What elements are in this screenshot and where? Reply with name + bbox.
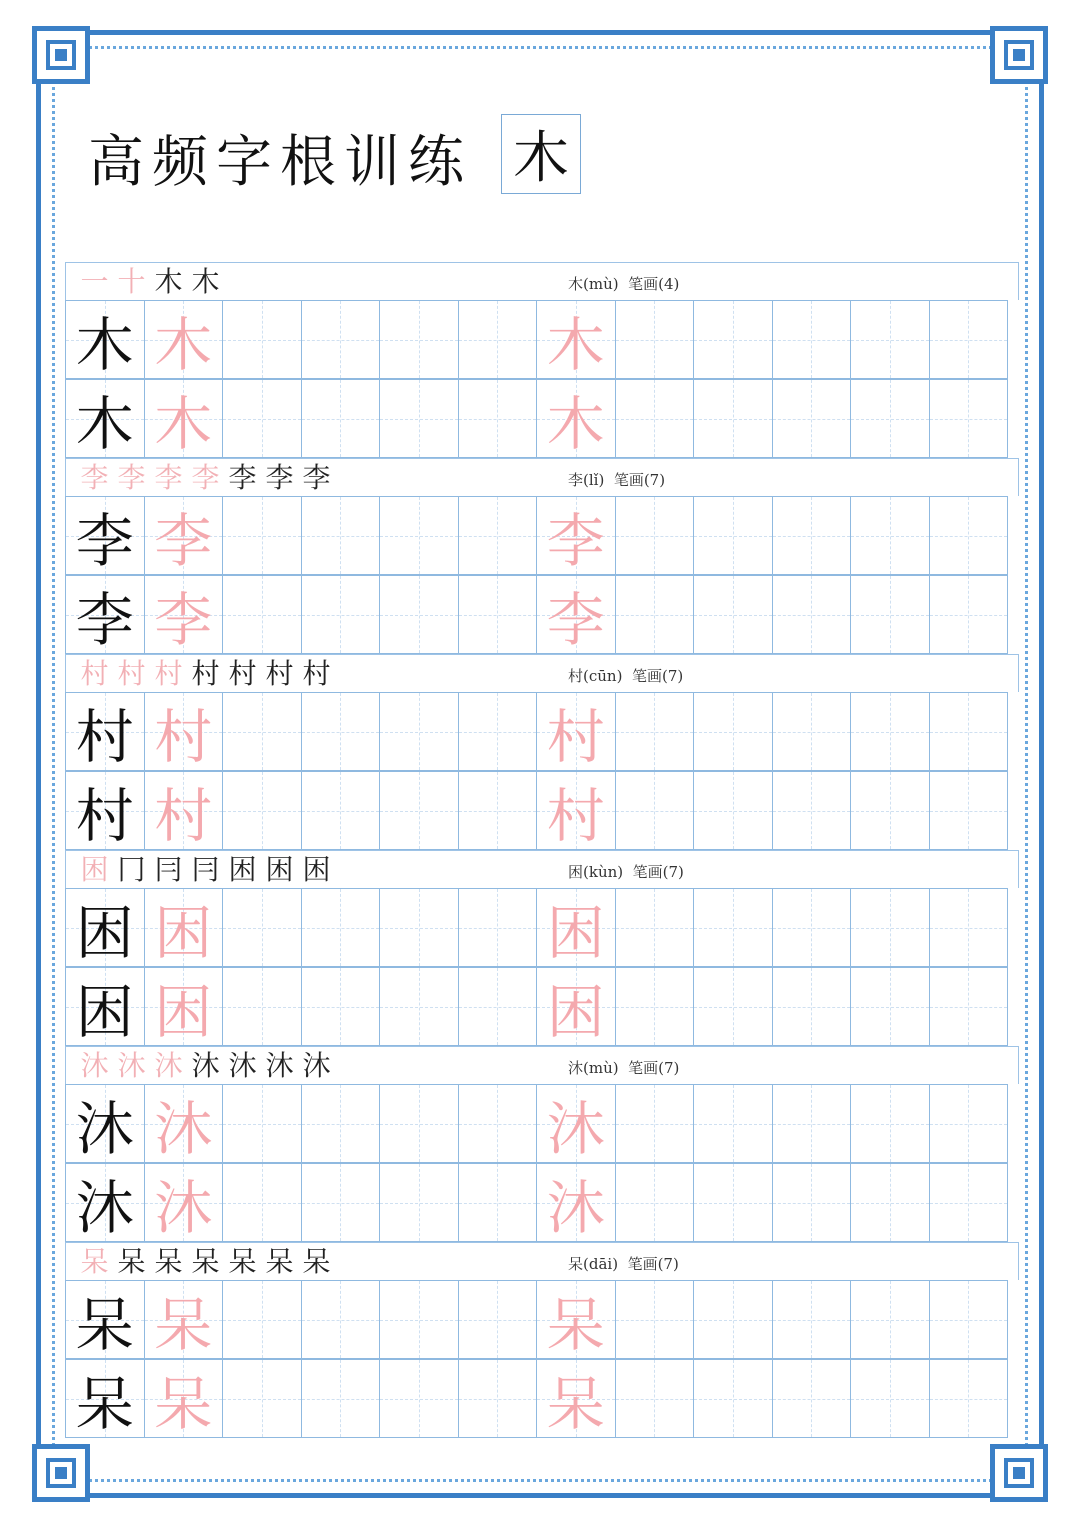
tianzige-cell[interactable] bbox=[222, 300, 302, 379]
writing-row bbox=[65, 692, 1019, 771]
tianzige-cell[interactable] bbox=[301, 1084, 381, 1163]
tianzige-cell[interactable] bbox=[850, 1280, 930, 1359]
stroke-sequence bbox=[78, 655, 333, 693]
corner-ornament bbox=[990, 26, 1048, 84]
model-character: 沐 bbox=[75, 1094, 134, 1163]
stroke-step: 村 bbox=[117, 657, 146, 690]
tianzige-cell[interactable] bbox=[65, 575, 145, 654]
tianzige-cell[interactable] bbox=[65, 300, 145, 379]
tianzige-cell[interactable] bbox=[458, 300, 538, 379]
stroke-step: 木 bbox=[154, 265, 183, 298]
tianzige-cell[interactable] bbox=[929, 1359, 1009, 1438]
tianzige-cell[interactable] bbox=[379, 1280, 459, 1359]
tianzige-cell[interactable] bbox=[536, 575, 616, 654]
stroke-step: 村 bbox=[154, 657, 183, 690]
tianzige-cell[interactable] bbox=[458, 496, 538, 575]
tianzige-cell[interactable] bbox=[536, 888, 616, 967]
model-character: 村 bbox=[75, 781, 134, 850]
model-character: 木 bbox=[75, 310, 134, 379]
stroke-step: 困 bbox=[80, 853, 109, 886]
stroke-step: 李 bbox=[191, 461, 220, 494]
tianzige-cell[interactable] bbox=[615, 300, 695, 379]
stroke-step: 沐 bbox=[80, 1049, 109, 1082]
trace-character: 木 bbox=[154, 310, 213, 379]
tianzige-cell[interactable] bbox=[929, 1280, 1009, 1359]
trace-character: 呆 bbox=[546, 1290, 605, 1359]
stroke-sequence bbox=[78, 263, 222, 301]
trace-character: 沐 bbox=[154, 1173, 213, 1242]
tianzige-cell[interactable] bbox=[693, 967, 773, 1046]
corner-ornament bbox=[32, 1444, 90, 1502]
tianzige-cell[interactable] bbox=[222, 575, 302, 654]
tianzige-cell[interactable] bbox=[929, 496, 1009, 575]
trace-character: 村 bbox=[154, 702, 213, 771]
stroke-step: 沐 bbox=[117, 1049, 146, 1082]
tianzige-cell[interactable] bbox=[144, 379, 224, 458]
tianzige-cell[interactable] bbox=[615, 1359, 695, 1438]
tianzige-cell[interactable] bbox=[65, 379, 145, 458]
tianzige-cell[interactable] bbox=[301, 300, 381, 379]
tianzige-cell[interactable] bbox=[144, 300, 224, 379]
tianzige-cell[interactable] bbox=[772, 1359, 852, 1438]
tianzige-cell[interactable] bbox=[222, 1163, 302, 1242]
writing-row bbox=[65, 1163, 1019, 1242]
stroke-step: 沐 bbox=[191, 1049, 220, 1082]
trace-character: 村 bbox=[546, 702, 605, 771]
pinyin-stroke-count: 沐(mù) 笔画(7) bbox=[568, 1059, 680, 1077]
tianzige-cell[interactable] bbox=[458, 379, 538, 458]
writing-row bbox=[65, 771, 1019, 850]
writing-row bbox=[65, 1084, 1019, 1163]
tianzige-cell[interactable] bbox=[772, 496, 852, 575]
tianzige-cell[interactable] bbox=[772, 692, 852, 771]
stroke-step: 村 bbox=[265, 657, 294, 690]
trace-character: 呆 bbox=[154, 1290, 213, 1359]
stroke-order-row bbox=[65, 654, 1019, 692]
stroke-step: 李 bbox=[302, 461, 331, 494]
tianzige-cell[interactable] bbox=[222, 1280, 302, 1359]
tianzige-cell[interactable] bbox=[615, 1084, 695, 1163]
tianzige-cell[interactable] bbox=[379, 1163, 459, 1242]
tianzige-cell[interactable] bbox=[772, 1084, 852, 1163]
tianzige-cell[interactable] bbox=[65, 771, 145, 850]
tianzige-cell[interactable] bbox=[693, 1280, 773, 1359]
tianzige-cell[interactable] bbox=[693, 1084, 773, 1163]
tianzige-cell[interactable] bbox=[144, 1280, 224, 1359]
tianzige-cell[interactable] bbox=[222, 496, 302, 575]
tianzige-cell[interactable] bbox=[772, 771, 852, 850]
character-block bbox=[65, 458, 1019, 654]
tianzige-cell[interactable] bbox=[144, 575, 224, 654]
writing-row bbox=[65, 967, 1019, 1046]
trace-character: 沐 bbox=[546, 1094, 605, 1163]
tianzige-cell[interactable] bbox=[144, 888, 224, 967]
tianzige-cell[interactable] bbox=[144, 692, 224, 771]
tianzige-cell[interactable] bbox=[536, 300, 616, 379]
tianzige-cell[interactable] bbox=[65, 1163, 145, 1242]
stroke-step: 村 bbox=[80, 657, 109, 690]
model-character: 呆 bbox=[75, 1290, 134, 1359]
stroke-step: 李 bbox=[117, 461, 146, 494]
stroke-step: 沐 bbox=[154, 1049, 183, 1082]
tianzige-cell[interactable] bbox=[379, 888, 459, 967]
tianzige-cell[interactable] bbox=[301, 575, 381, 654]
model-character: 沐 bbox=[75, 1173, 134, 1242]
stroke-sequence bbox=[78, 1047, 333, 1085]
tianzige-cell[interactable] bbox=[458, 692, 538, 771]
tianzige-cell[interactable] bbox=[222, 1359, 302, 1438]
trace-character: 村 bbox=[546, 781, 605, 850]
model-character: 困 bbox=[75, 977, 134, 1046]
tianzige-cell[interactable] bbox=[458, 888, 538, 967]
tianzige-cell[interactable] bbox=[850, 379, 930, 458]
model-character: 困 bbox=[75, 898, 134, 967]
tianzige-cell[interactable] bbox=[144, 496, 224, 575]
model-character: 村 bbox=[75, 702, 134, 771]
tianzige-cell[interactable] bbox=[929, 692, 1009, 771]
stroke-step: 呆 bbox=[302, 1245, 331, 1278]
stroke-sequence bbox=[78, 851, 333, 889]
tianzige-cell[interactable] bbox=[929, 967, 1009, 1046]
character-block bbox=[65, 1242, 1019, 1438]
trace-character: 木 bbox=[154, 389, 213, 458]
trace-character: 困 bbox=[546, 977, 605, 1046]
tianzige-cell[interactable] bbox=[850, 1359, 930, 1438]
tianzige-cell[interactable] bbox=[929, 888, 1009, 967]
tianzige-cell[interactable] bbox=[536, 379, 616, 458]
stroke-sequence bbox=[78, 1243, 333, 1281]
stroke-step: 冂 bbox=[117, 853, 146, 886]
pinyin-stroke-count: 木(mù) 笔画(4) bbox=[568, 275, 680, 293]
tianzige-cell[interactable] bbox=[615, 771, 695, 850]
practice-sheet bbox=[65, 262, 1019, 1438]
tianzige-cell[interactable] bbox=[222, 967, 302, 1046]
tianzige-cell[interactable] bbox=[301, 692, 381, 771]
character-block bbox=[65, 850, 1019, 1046]
stroke-step: 呆 bbox=[80, 1245, 109, 1278]
tianzige-cell[interactable] bbox=[772, 1163, 852, 1242]
stroke-step: 李 bbox=[265, 461, 294, 494]
tianzige-cell[interactable] bbox=[536, 1280, 616, 1359]
tianzige-cell[interactable] bbox=[222, 692, 302, 771]
trace-character: 村 bbox=[154, 781, 213, 850]
model-character: 呆 bbox=[75, 1369, 134, 1438]
tianzige-cell[interactable] bbox=[65, 692, 145, 771]
tianzige-cell[interactable] bbox=[301, 496, 381, 575]
stroke-step: 十 bbox=[117, 265, 146, 298]
tianzige-cell[interactable] bbox=[772, 575, 852, 654]
tianzige-cell[interactable] bbox=[536, 1359, 616, 1438]
tianzige-cell[interactable] bbox=[458, 1280, 538, 1359]
tianzige-cell[interactable] bbox=[144, 967, 224, 1046]
tianzige-cell[interactable] bbox=[379, 771, 459, 850]
tianzige-cell[interactable] bbox=[379, 496, 459, 575]
tianzige-cell[interactable] bbox=[850, 300, 930, 379]
tianzige-cell[interactable] bbox=[379, 967, 459, 1046]
tianzige-cell[interactable] bbox=[222, 771, 302, 850]
tianzige-cell[interactable] bbox=[301, 888, 381, 967]
trace-character: 困 bbox=[154, 898, 213, 967]
writing-row bbox=[65, 575, 1019, 654]
tianzige-cell[interactable] bbox=[301, 379, 381, 458]
stroke-step: 困 bbox=[265, 853, 294, 886]
stroke-step: 沐 bbox=[228, 1049, 257, 1082]
trace-character: 呆 bbox=[154, 1369, 213, 1438]
stroke-step: 冃 bbox=[154, 853, 183, 886]
stroke-order-row bbox=[65, 262, 1019, 300]
stroke-step: 呆 bbox=[154, 1245, 183, 1278]
tianzige-cell[interactable] bbox=[929, 771, 1009, 850]
writing-row bbox=[65, 1280, 1019, 1359]
trace-character: 木 bbox=[546, 310, 605, 379]
stroke-step: 沐 bbox=[265, 1049, 294, 1082]
tianzige-cell[interactable] bbox=[615, 1163, 695, 1242]
stroke-step: 困 bbox=[302, 853, 331, 886]
tianzige-cell[interactable] bbox=[772, 379, 852, 458]
stroke-step: 呆 bbox=[265, 1245, 294, 1278]
stroke-step: 村 bbox=[302, 657, 331, 690]
tianzige-cell[interactable] bbox=[693, 575, 773, 654]
pinyin-stroke-count: 困(kùn) 笔画(7) bbox=[568, 863, 684, 881]
tianzige-cell[interactable] bbox=[301, 1280, 381, 1359]
tianzige-cell[interactable] bbox=[222, 888, 302, 967]
tianzige-cell[interactable] bbox=[301, 1163, 381, 1242]
stroke-step: 村 bbox=[228, 657, 257, 690]
stroke-step: 李 bbox=[228, 461, 257, 494]
tianzige-cell[interactable] bbox=[379, 575, 459, 654]
tianzige-cell[interactable] bbox=[301, 967, 381, 1046]
tianzige-cell[interactable] bbox=[379, 300, 459, 379]
corner-ornament bbox=[32, 26, 90, 84]
character-block bbox=[65, 654, 1019, 850]
stroke-step: 沐 bbox=[302, 1049, 331, 1082]
pinyin-stroke-count: 呆(dāi) 笔画(7) bbox=[568, 1255, 679, 1273]
model-character: 李 bbox=[75, 506, 134, 575]
writing-row bbox=[65, 1359, 1019, 1438]
tianzige-cell[interactable] bbox=[65, 1359, 145, 1438]
tianzige-cell[interactable] bbox=[536, 967, 616, 1046]
tianzige-cell[interactable] bbox=[615, 967, 695, 1046]
tianzige-cell[interactable] bbox=[301, 1359, 381, 1438]
tianzige-cell[interactable] bbox=[772, 1280, 852, 1359]
stroke-step: 冃 bbox=[191, 853, 220, 886]
stroke-sequence bbox=[78, 459, 333, 497]
character-block bbox=[65, 1046, 1019, 1242]
tianzige-cell[interactable] bbox=[379, 1359, 459, 1438]
stroke-step: 呆 bbox=[117, 1245, 146, 1278]
stroke-step: 呆 bbox=[191, 1245, 220, 1278]
stroke-step: 村 bbox=[191, 657, 220, 690]
root-character: 木 bbox=[513, 126, 569, 191]
tianzige-cell[interactable] bbox=[693, 1359, 773, 1438]
tianzige-cell[interactable] bbox=[850, 771, 930, 850]
tianzige-cell[interactable] bbox=[536, 496, 616, 575]
model-character: 木 bbox=[75, 389, 134, 458]
tianzige-cell[interactable] bbox=[65, 1280, 145, 1359]
writing-row bbox=[65, 888, 1019, 967]
stroke-step: 一 bbox=[80, 265, 109, 298]
tianzige-cell[interactable] bbox=[615, 496, 695, 575]
tianzige-cell[interactable] bbox=[850, 692, 930, 771]
tianzige-cell[interactable] bbox=[536, 771, 616, 850]
tianzige-cell[interactable] bbox=[222, 379, 302, 458]
tianzige-cell[interactable] bbox=[772, 967, 852, 1046]
tianzige-cell[interactable] bbox=[929, 1163, 1009, 1242]
tianzige-cell[interactable] bbox=[929, 379, 1009, 458]
tianzige-cell[interactable] bbox=[458, 771, 538, 850]
tianzige-cell[interactable] bbox=[65, 888, 145, 967]
character-block bbox=[65, 262, 1019, 458]
page-title: 高频字根训练 bbox=[88, 130, 472, 195]
tianzige-cell[interactable] bbox=[850, 1084, 930, 1163]
tianzige-cell[interactable] bbox=[772, 888, 852, 967]
tianzige-cell[interactable] bbox=[850, 1163, 930, 1242]
tianzige-cell[interactable] bbox=[615, 1280, 695, 1359]
tianzige-cell[interactable] bbox=[458, 967, 538, 1046]
tianzige-cell[interactable] bbox=[850, 967, 930, 1046]
tianzige-cell[interactable] bbox=[850, 496, 930, 575]
tianzige-cell[interactable] bbox=[144, 1359, 224, 1438]
tianzige-cell[interactable] bbox=[693, 300, 773, 379]
tianzige-cell[interactable] bbox=[693, 496, 773, 575]
tianzige-cell[interactable] bbox=[301, 771, 381, 850]
stroke-step: 李 bbox=[154, 461, 183, 494]
writing-row bbox=[65, 496, 1019, 575]
tianzige-cell[interactable] bbox=[379, 692, 459, 771]
tianzige-cell[interactable] bbox=[929, 575, 1009, 654]
tianzige-cell[interactable] bbox=[693, 379, 773, 458]
writing-row bbox=[65, 379, 1019, 458]
tianzige-cell[interactable] bbox=[144, 1163, 224, 1242]
tianzige-cell[interactable] bbox=[929, 1084, 1009, 1163]
tianzige-cell[interactable] bbox=[65, 967, 145, 1046]
trace-character: 李 bbox=[546, 585, 605, 654]
tianzige-cell[interactable] bbox=[850, 888, 930, 967]
tianzige-cell[interactable] bbox=[65, 1084, 145, 1163]
root-character-box bbox=[501, 114, 581, 194]
stroke-step: 李 bbox=[80, 461, 109, 494]
trace-character: 沐 bbox=[546, 1173, 605, 1242]
trace-character: 李 bbox=[546, 506, 605, 575]
tianzige-cell[interactable] bbox=[615, 692, 695, 771]
tianzige-cell[interactable] bbox=[615, 575, 695, 654]
stroke-order-row bbox=[65, 1046, 1019, 1084]
trace-character: 木 bbox=[546, 389, 605, 458]
tianzige-cell[interactable] bbox=[458, 575, 538, 654]
writing-row bbox=[65, 300, 1019, 379]
model-character: 李 bbox=[75, 585, 134, 654]
trace-character: 李 bbox=[154, 506, 213, 575]
stroke-order-row bbox=[65, 458, 1019, 496]
tianzige-cell[interactable] bbox=[379, 1084, 459, 1163]
pinyin-stroke-count: 李(lǐ) 笔画(7) bbox=[568, 471, 666, 489]
trace-character: 困 bbox=[546, 898, 605, 967]
trace-character: 困 bbox=[154, 977, 213, 1046]
stroke-step: 木 bbox=[191, 265, 220, 298]
tianzige-cell[interactable] bbox=[929, 300, 1009, 379]
tianzige-cell[interactable] bbox=[65, 496, 145, 575]
trace-character: 李 bbox=[154, 585, 213, 654]
stroke-order-row bbox=[65, 850, 1019, 888]
tianzige-cell[interactable] bbox=[772, 300, 852, 379]
tianzige-cell[interactable] bbox=[615, 379, 695, 458]
tianzige-cell[interactable] bbox=[850, 575, 930, 654]
trace-character: 呆 bbox=[546, 1369, 605, 1438]
tianzige-cell[interactable] bbox=[536, 1163, 616, 1242]
tianzige-cell[interactable] bbox=[693, 692, 773, 771]
tianzige-cell[interactable] bbox=[144, 1084, 224, 1163]
trace-character: 沐 bbox=[154, 1094, 213, 1163]
tianzige-cell[interactable] bbox=[536, 692, 616, 771]
tianzige-cell[interactable] bbox=[144, 771, 224, 850]
tianzige-cell[interactable] bbox=[222, 1084, 302, 1163]
tianzige-cell[interactable] bbox=[379, 379, 459, 458]
tianzige-cell[interactable] bbox=[536, 1084, 616, 1163]
stroke-step: 呆 bbox=[228, 1245, 257, 1278]
stroke-step: 困 bbox=[228, 853, 257, 886]
tianzige-cell[interactable] bbox=[693, 771, 773, 850]
tianzige-cell[interactable] bbox=[693, 888, 773, 967]
corner-ornament bbox=[990, 1444, 1048, 1502]
tianzige-cell[interactable] bbox=[458, 1163, 538, 1242]
tianzige-cell[interactable] bbox=[615, 888, 695, 967]
tianzige-cell[interactable] bbox=[458, 1359, 538, 1438]
tianzige-cell[interactable] bbox=[458, 1084, 538, 1163]
stroke-order-row bbox=[65, 1242, 1019, 1280]
tianzige-cell[interactable] bbox=[693, 1163, 773, 1242]
pinyin-stroke-count: 村(cūn) 笔画(7) bbox=[568, 667, 684, 685]
